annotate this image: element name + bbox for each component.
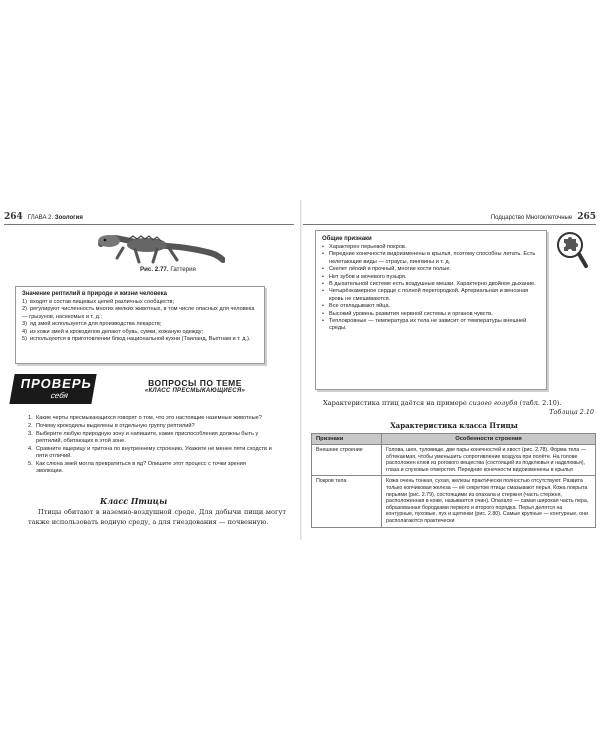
bullet-icon: • bbox=[322, 310, 324, 317]
running-head: Подцарство Многоклеточные bbox=[490, 215, 573, 221]
question-item bbox=[28, 431, 273, 445]
page-gutter bbox=[300, 200, 302, 540]
questions-heading-line-2: «КЛАСС ПРЕСМЫКАЮЩИЕСЯ» bbox=[144, 388, 246, 394]
question-text: Какие черты пресмыкающихся говорят о том, что это настоящие наземные животные? bbox=[36, 415, 262, 421]
questions-heading bbox=[130, 378, 260, 394]
item-text: из кожи змей и крокодилов делают обувь, сумки, кожаную одежду; bbox=[30, 328, 204, 335]
page-number: 264 bbox=[4, 212, 23, 222]
bullet-icon: • bbox=[322, 266, 324, 273]
item-text: Высокий уровень развития нервной системы и органов чувств. bbox=[329, 310, 493, 317]
item-number: 3) bbox=[22, 321, 27, 328]
list-item bbox=[22, 306, 258, 321]
item-text: Четырёхкамерное сердце с полной перегородкой. Артериальная и венозная кровь не смешиваются. bbox=[329, 288, 529, 302]
bullet-icon: • bbox=[322, 251, 324, 258]
item-text: входят в состав пищевых цепей различных сообществ; bbox=[30, 299, 174, 305]
list-item bbox=[22, 299, 258, 306]
item-text: яд змей используется для производства лекарств; bbox=[30, 321, 162, 328]
question-item bbox=[28, 461, 273, 475]
table-row bbox=[312, 476, 596, 527]
bullet-icon: • bbox=[322, 273, 324, 280]
feature-cell: Внешнее строение bbox=[312, 445, 382, 476]
question-number: 1. bbox=[28, 415, 33, 421]
page-number: 265 bbox=[577, 212, 596, 222]
details-cell: Кожа очень тонкая, сухая, железы практически полностью отсутствуют. Развита только копчиковая железа — её секретом птицы смазывают перья. Кожа покрыта перьями (рис. 2.79), состоящими из опахала и стержня (часть стержня, расположенная в коже, называется очин). Опахало — самая широкая часть пера, образованная бородками первого и второго порядка. Перья делятся на контурные, пуховые, пух и щетинки (рис. 2.80). Самые крупные — контурные, они располагаются практически bbox=[382, 476, 596, 527]
question-number: 2. bbox=[28, 423, 33, 429]
bullet-icon: • bbox=[322, 318, 324, 325]
table-header-row bbox=[312, 434, 596, 445]
column-header: Особенности строения bbox=[382, 434, 596, 445]
chapter-title: Зоология bbox=[54, 215, 83, 221]
check-yourself-banner bbox=[9, 374, 96, 404]
item-text: регулируют численность многих мелких животных, в том числе опасных для человека — грызунов, насекомых и т. д.; bbox=[22, 306, 255, 320]
banner-line-1: ПРОВЕРЬ bbox=[19, 376, 94, 391]
item-number: 5) bbox=[22, 336, 27, 343]
feature-cell: Покров тела bbox=[312, 476, 382, 527]
list-item bbox=[22, 329, 258, 336]
question-text: Почему крокодилы выделены в отдельную группу рептилий? bbox=[36, 423, 195, 429]
question-item bbox=[28, 423, 273, 430]
item-text: Характерен перьевой покров. bbox=[329, 244, 407, 250]
reptiles-significance-box bbox=[15, 286, 265, 364]
question-text: Сравните ящерицу и тритона по внутреннему строению. Укажите не менее пяти сходств и пяти отличий. bbox=[36, 446, 272, 459]
table-number: Таблица 2.10 bbox=[549, 408, 594, 416]
figure-caption-text: Гаттерия bbox=[170, 266, 196, 273]
table-title: Характеристика класса Птицы bbox=[390, 421, 518, 430]
banner-line-2: себя bbox=[50, 391, 69, 400]
tuatara-illustration bbox=[95, 222, 225, 272]
right-page bbox=[303, 200, 600, 540]
intro-text-end: (табл. 2.10). bbox=[517, 399, 562, 407]
left-page bbox=[0, 200, 298, 540]
details-cell: Голова, шея, туловище, две пары конечностей и хвост (рис. 2.78). Форма тела — обтекаемая, чтобы уменьшить сопротивление воздуха при полёте. На голове расположен клюв из рогового вещества (состоящий из подклювья и надклювья), глаза и слуховые отверстия. Передние конечности видоизменены в крылья bbox=[382, 445, 596, 476]
item-text: используются в приготовлении блюд национальной кухни (Таиланд, Вьетнам и т. д.). bbox=[30, 336, 251, 343]
question-item bbox=[28, 415, 273, 422]
questions-heading-line-1: ВОПРОСЫ ПО ТЕМЕ bbox=[148, 378, 242, 388]
question-text: Как слюна змей могла превратиться в яд? Опишите этот процесс с точки зрения эволюции. bbox=[36, 461, 246, 474]
item-number: 2) bbox=[22, 306, 27, 313]
table-row bbox=[312, 445, 596, 476]
question-number: 4. bbox=[28, 446, 33, 452]
box-title: Значение рептилий в природе и жизни человека bbox=[22, 291, 167, 297]
table-clip bbox=[303, 200, 600, 540]
item-text: Теплокровные — температура их тела не зависит от температуры внешней среды. bbox=[329, 318, 527, 332]
section-title: Класс Птицы bbox=[100, 496, 168, 506]
chapter-label: ГЛАВА 2. bbox=[27, 215, 54, 221]
item-number: 4) bbox=[22, 328, 27, 335]
figure-caption bbox=[140, 266, 196, 273]
item-text: Передние конечности видоизменены в крылья, поэтому способны летать. Есть нелетающие виды — страусы, пингвины и т. д. bbox=[329, 251, 536, 265]
list-item bbox=[22, 321, 258, 328]
item-number: 1) bbox=[22, 299, 27, 305]
bullet-icon: • bbox=[322, 288, 324, 295]
section-paragraph: Птицы обитают в наземно-воздушной среде. Для добычи пищи могут также использовать водную среду, а для гнездования — почвенную. bbox=[28, 508, 286, 526]
intro-italic: сизого голубя bbox=[468, 399, 518, 407]
figure-label: Рис. 2.77. bbox=[140, 266, 169, 273]
column-header: Признаки bbox=[312, 434, 382, 445]
item-text: Все откладывают яйца. bbox=[329, 303, 391, 310]
question-item bbox=[28, 446, 273, 460]
question-text: Выберите любую природную зону и напишите, какие приспособления должны быть у рептилий, обитающих в этой зоне. bbox=[36, 431, 259, 444]
bird-characteristics-table bbox=[311, 433, 596, 528]
item-text: Скелет лёгкий и прочный, многие кости полые. bbox=[329, 266, 452, 273]
questions-list bbox=[28, 415, 273, 476]
bullet-icon: • bbox=[322, 281, 324, 288]
item-text: В дыхательной системе есть воздушные мешки. Характерно двойное дыхание. bbox=[329, 281, 536, 288]
box-title: Общие признаки bbox=[322, 236, 372, 242]
item-text: Нет зубов и мочевого пузыря. bbox=[329, 273, 407, 280]
list-item bbox=[22, 336, 258, 343]
bullet-icon: • bbox=[322, 244, 324, 250]
question-number: 5. bbox=[28, 461, 33, 467]
bullet-icon: • bbox=[322, 303, 324, 310]
question-number: 3. bbox=[28, 431, 33, 437]
book-spread bbox=[0, 200, 600, 540]
intro-text: Характеристика птиц даётся на примере bbox=[323, 399, 469, 407]
